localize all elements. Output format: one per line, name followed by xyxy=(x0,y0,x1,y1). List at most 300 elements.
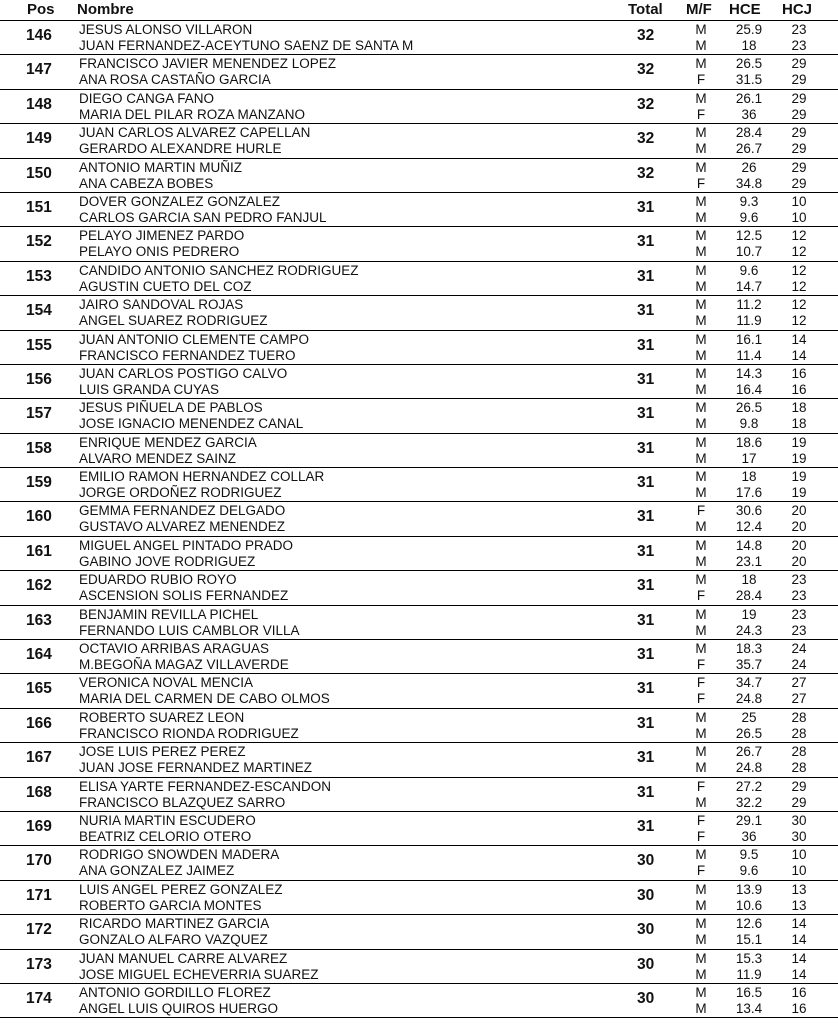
total-score: 31 xyxy=(637,302,655,320)
table-row xyxy=(0,812,838,846)
position-number: 166 xyxy=(26,714,52,732)
hce-value: 15.3 xyxy=(735,950,763,966)
hce-value: 36 xyxy=(741,828,757,844)
player-name: GERARDO ALEXANDRE HURLE xyxy=(79,141,282,157)
total-score: 31 xyxy=(637,405,655,423)
gender: F xyxy=(696,588,706,604)
header-mf: M/F xyxy=(686,1,712,18)
hcj-value: 23 xyxy=(791,38,807,53)
hce-value: 18 xyxy=(741,38,757,53)
hcj-value: 12 xyxy=(791,297,807,313)
hce-value: 36 xyxy=(741,106,757,122)
hce-value: 26.7 xyxy=(735,141,763,157)
total-score: 32 xyxy=(637,61,655,79)
gender: M xyxy=(695,228,707,244)
hce-value: 26.1 xyxy=(735,90,763,106)
gender: M xyxy=(695,897,707,913)
player-name: ALVARO MENDEZ SAINZ xyxy=(79,450,237,466)
gender: M xyxy=(695,966,707,982)
hcj-value: 29 xyxy=(791,90,807,106)
hcj-value: 12 xyxy=(791,278,807,294)
position-number: 167 xyxy=(26,749,52,767)
table-row xyxy=(0,709,838,743)
position-number: 163 xyxy=(26,611,52,629)
total-score: 30 xyxy=(637,989,655,1007)
hcj-value: 29 xyxy=(791,56,807,72)
gender: M xyxy=(695,984,707,1000)
table-row xyxy=(0,881,838,915)
total-score: 31 xyxy=(637,233,655,251)
hcj-value: 20 xyxy=(791,503,807,519)
hcj-value: 30 xyxy=(791,812,807,828)
player-name: LUIS GRANDA CUYAS xyxy=(79,381,220,397)
hcj-value: 12 xyxy=(791,244,807,260)
hcj-value: 14 xyxy=(791,916,807,932)
total-score: 31 xyxy=(637,370,655,388)
player-name: JUAN CARLOS ALVAREZ CAPELLAN xyxy=(79,125,311,141)
position-number: 151 xyxy=(26,198,52,216)
total-score: 31 xyxy=(637,611,655,629)
table-row xyxy=(0,296,838,330)
hcj-value: 16 xyxy=(791,381,807,397)
total-score: 30 xyxy=(637,955,655,973)
hce-value: 23.1 xyxy=(735,553,763,569)
player-name: ASCENSION SOLIS FERNANDEZ xyxy=(79,588,289,604)
player-name: JUAN MANUEL CARRE ALVAREZ xyxy=(79,950,288,966)
position-number: 169 xyxy=(26,817,52,835)
hcj-value: 16 xyxy=(791,984,807,1000)
hce-value: 26.5 xyxy=(735,725,763,741)
hcj-value: 28 xyxy=(791,760,807,776)
hcj-value: 24 xyxy=(791,657,807,673)
total-score: 30 xyxy=(637,852,655,870)
player-name: ANA ROSA CASTAÑO GARCIA xyxy=(79,72,271,88)
player-name: EDUARDO RUBIO ROYO xyxy=(79,572,237,588)
gender: M xyxy=(695,641,707,657)
table-row xyxy=(0,984,838,1018)
table-row xyxy=(0,399,838,433)
table-row xyxy=(0,90,838,124)
total-score: 31 xyxy=(637,680,655,698)
hcj-value: 23 xyxy=(791,588,807,604)
gender: M xyxy=(695,744,707,760)
player-name: FRANCISCO FERNANDEZ TUERO xyxy=(79,347,296,363)
hcj-value: 19 xyxy=(791,450,807,466)
position-number: 170 xyxy=(26,852,52,870)
gender: M xyxy=(695,932,707,948)
gender: M xyxy=(695,709,707,725)
hcj-value: 14 xyxy=(791,950,807,966)
player-name: JUAN CARLOS POSTIGO CALVO xyxy=(79,365,288,381)
total-score: 31 xyxy=(637,542,655,560)
position-number: 146 xyxy=(26,27,52,44)
total-score: 32 xyxy=(637,130,655,148)
hcj-value: 28 xyxy=(791,744,807,760)
hce-value: 26 xyxy=(741,159,757,175)
gender: M xyxy=(695,537,707,553)
table-row xyxy=(0,365,838,399)
gender: M xyxy=(695,159,707,175)
gender: F xyxy=(696,812,706,828)
hce-value: 24.8 xyxy=(735,691,763,707)
hce-value: 25 xyxy=(741,709,757,725)
hce-value: 35.7 xyxy=(735,657,763,673)
total-score: 30 xyxy=(637,921,655,939)
gender: M xyxy=(695,90,707,106)
hce-value: 27.2 xyxy=(735,778,763,794)
hcj-value: 23 xyxy=(791,22,807,37)
gender: F xyxy=(696,691,706,707)
hce-value: 19 xyxy=(741,606,757,622)
hcj-value: 19 xyxy=(791,434,807,450)
hcj-value: 20 xyxy=(791,553,807,569)
gender: M xyxy=(695,916,707,932)
hce-value: 18 xyxy=(741,469,757,485)
position-number: 152 xyxy=(26,233,52,251)
table-header xyxy=(0,0,838,21)
table-row xyxy=(0,468,838,502)
player-name: PELAYO ONIS PEDRERO xyxy=(79,244,240,260)
player-name: GEMMA FERNANDEZ DELGADO xyxy=(79,503,286,519)
table-row xyxy=(0,537,838,571)
gender: M xyxy=(695,416,707,432)
gender: M xyxy=(695,725,707,741)
gender: M xyxy=(695,244,707,260)
hce-value: 28.4 xyxy=(735,125,763,141)
table-row xyxy=(0,331,838,365)
hce-value: 16.5 xyxy=(735,984,763,1000)
table-row xyxy=(0,262,838,296)
hcj-value: 10 xyxy=(791,863,807,879)
header-hcj: HCJ xyxy=(782,1,813,18)
table-row xyxy=(0,674,838,708)
gender: M xyxy=(695,141,707,157)
hce-value: 10.7 xyxy=(735,244,763,260)
table-row xyxy=(0,846,838,880)
hce-value: 24.8 xyxy=(735,760,763,776)
position-number: 155 xyxy=(26,336,52,354)
player-name: JOSE MIGUEL ECHEVERRIA SUAREZ xyxy=(79,966,319,982)
player-name: AGUSTIN CUETO DEL COZ xyxy=(79,278,252,294)
gender: F xyxy=(696,657,706,673)
gender: M xyxy=(695,572,707,588)
total-score: 31 xyxy=(637,714,655,732)
gender: M xyxy=(695,262,707,278)
player-name: PELAYO JIMENEZ PARDO xyxy=(79,228,245,244)
gender: F xyxy=(696,503,706,519)
player-name: MARIA DEL PILAR ROZA MANZANO xyxy=(79,106,306,122)
header-pos: Pos xyxy=(27,1,55,18)
hce-value: 15.1 xyxy=(735,932,763,948)
hcj-value: 19 xyxy=(791,469,807,485)
hcj-value: 27 xyxy=(791,675,807,691)
gender: M xyxy=(695,606,707,622)
gender: M xyxy=(695,347,707,363)
gender: M xyxy=(695,313,707,329)
hcj-value: 16 xyxy=(791,365,807,381)
hce-value: 26.5 xyxy=(735,400,763,416)
gender: M xyxy=(695,278,707,294)
hce-value: 32.2 xyxy=(735,794,763,810)
table-row xyxy=(0,778,838,812)
total-score: 31 xyxy=(637,508,655,526)
table-row xyxy=(0,915,838,949)
total-score: 32 xyxy=(637,164,655,182)
hce-value: 28.4 xyxy=(735,588,763,604)
table-row xyxy=(0,571,838,605)
hce-value: 10.6 xyxy=(735,897,763,913)
hce-value: 26.5 xyxy=(735,56,763,72)
player-name: DOVER GONZALEZ GONZALEZ xyxy=(79,193,281,209)
player-name: ANTONIO GORDILLO FLOREZ xyxy=(79,984,271,1000)
hce-value: 17 xyxy=(741,450,757,466)
hce-value: 25.9 xyxy=(735,22,763,37)
hce-value: 11.9 xyxy=(736,313,762,329)
hce-value: 16.4 xyxy=(735,381,763,397)
player-name: ANGEL SUAREZ RODRIGUEZ xyxy=(79,313,268,329)
position-number: 153 xyxy=(26,267,52,285)
player-name: ROBERTO GARCIA MONTES xyxy=(79,897,262,913)
hcj-value: 18 xyxy=(791,416,807,432)
player-name: GABINO JOVE RODRIGUEZ xyxy=(79,553,256,569)
hce-value: 31.5 xyxy=(735,72,763,88)
player-name: ROBERTO SUAREZ LEON xyxy=(79,709,245,725)
gender: M xyxy=(695,847,707,863)
position-number: 173 xyxy=(26,955,52,973)
gender: M xyxy=(695,434,707,450)
gender: M xyxy=(695,450,707,466)
gender: M xyxy=(695,381,707,397)
total-score: 32 xyxy=(637,95,655,113)
hce-value: 9.6 xyxy=(739,209,759,225)
total-score: 31 xyxy=(637,198,655,216)
player-name: ANA CABEZA BOBES xyxy=(79,175,214,191)
hce-value: 12.4 xyxy=(735,519,763,535)
hcj-value: 24 xyxy=(791,641,807,657)
gender: M xyxy=(695,38,707,53)
hce-value: 9.6 xyxy=(739,863,759,879)
header-hce: HCE xyxy=(729,1,761,18)
table-row xyxy=(0,21,838,55)
hce-value: 9.3 xyxy=(739,193,759,209)
position-number: 161 xyxy=(26,542,52,560)
hcj-value: 12 xyxy=(791,228,807,244)
gender: F xyxy=(696,863,706,879)
gender: M xyxy=(695,193,707,209)
gender: M xyxy=(695,794,707,810)
gender: M xyxy=(695,56,707,72)
hcj-value: 29 xyxy=(791,159,807,175)
hcj-value: 29 xyxy=(791,778,807,794)
position-number: 165 xyxy=(26,680,52,698)
hce-value: 13.9 xyxy=(735,881,763,897)
gender: M xyxy=(695,760,707,776)
total-score: 31 xyxy=(637,749,655,767)
gender: M xyxy=(695,400,707,416)
player-name: EMILIO RAMON HERNANDEZ COLLAR xyxy=(79,469,325,485)
total-score: 31 xyxy=(637,267,655,285)
player-name: FRANCISCO RIONDA RODRIGUEZ xyxy=(79,725,299,741)
table-row xyxy=(0,502,838,536)
player-name: JUAN FERNANDEZ-ACEYTUNO SAENZ DE SANTA M xyxy=(79,38,414,53)
hce-value: 9.6 xyxy=(739,262,759,278)
player-name: OCTAVIO ARRIBAS ARAGUAS xyxy=(79,641,270,657)
player-name: RICARDO MARTINEZ GARCIA xyxy=(79,916,270,932)
gender: M xyxy=(695,881,707,897)
position-number: 171 xyxy=(26,886,52,904)
gender: F xyxy=(696,828,706,844)
hcj-value: 10 xyxy=(791,847,807,863)
total-score: 31 xyxy=(637,577,655,595)
hcj-value: 23 xyxy=(791,622,807,638)
player-name: JESUS ALONSO VILLARON xyxy=(79,22,253,37)
hce-value: 18.6 xyxy=(735,434,763,450)
hce-value: 11.9 xyxy=(736,966,762,982)
gender: M xyxy=(695,553,707,569)
gender: F xyxy=(696,675,706,691)
table-body xyxy=(0,21,838,1018)
player-name: MARIA DEL CARMEN DE CABO OLMOS xyxy=(79,691,330,707)
player-name: ANA GONZALEZ JAIMEZ xyxy=(79,863,235,879)
player-name: CARLOS GARCIA SAN PEDRO FANJUL xyxy=(79,209,327,225)
position-number: 174 xyxy=(26,989,52,1007)
hcj-value: 27 xyxy=(791,691,807,707)
position-number: 157 xyxy=(26,405,52,423)
gender: F xyxy=(696,175,706,191)
total-score: 32 xyxy=(637,27,655,44)
player-name: ANGEL LUIS QUIROS HUERGO xyxy=(79,1000,279,1016)
hcj-value: 28 xyxy=(791,709,807,725)
gender: M xyxy=(695,209,707,225)
gender: M xyxy=(695,622,707,638)
table-row xyxy=(0,434,838,468)
player-name: GUSTAVO ALVAREZ MENENDEZ xyxy=(79,519,286,535)
hcj-value: 29 xyxy=(791,175,807,191)
player-name: BEATRIZ CELORIO OTERO xyxy=(79,828,252,844)
hce-value: 9.8 xyxy=(739,416,759,432)
player-name: ENRIQUE MENDEZ GARCIA xyxy=(79,434,257,450)
hcj-value: 29 xyxy=(791,141,807,157)
player-name: FRANCISCO JAVIER MENENDEZ LOPEZ xyxy=(79,56,337,72)
player-name: M.BEGOÑA MAGAZ VILLAVERDE xyxy=(79,657,289,673)
player-name: JUAN JOSE FERNANDEZ MARTINEZ xyxy=(79,760,313,776)
header-total: Total xyxy=(628,1,663,18)
player-name: JOSE LUIS PEREZ PEREZ xyxy=(79,744,246,760)
gender: M xyxy=(695,22,707,37)
hcj-value: 14 xyxy=(791,966,807,982)
hcj-value: 29 xyxy=(791,72,807,88)
gender: M xyxy=(695,331,707,347)
hcj-value: 20 xyxy=(791,537,807,553)
gender: M xyxy=(695,519,707,535)
gender: M xyxy=(695,1000,707,1016)
hcj-value: 12 xyxy=(791,262,807,278)
hce-value: 29.1 xyxy=(735,812,763,828)
table-row xyxy=(0,159,838,193)
hcj-value: 14 xyxy=(791,347,807,363)
hce-value: 12.6 xyxy=(735,916,763,932)
hce-value: 9.5 xyxy=(739,847,759,863)
hcj-value: 29 xyxy=(791,106,807,122)
player-name: RODRIGO SNOWDEN MADERA xyxy=(79,847,280,863)
position-number: 160 xyxy=(26,508,52,526)
total-score: 31 xyxy=(637,783,655,801)
hcj-value: 13 xyxy=(791,881,807,897)
total-score: 31 xyxy=(637,439,655,457)
hce-value: 26.7 xyxy=(735,744,763,760)
player-name: JUAN ANTONIO CLEMENTE CAMPO xyxy=(79,331,310,347)
player-name: JAIRO SANDOVAL ROJAS xyxy=(79,297,244,313)
player-name: NURIA MARTIN ESCUDERO xyxy=(79,812,256,828)
gender: M xyxy=(695,365,707,381)
hce-value: 13.4 xyxy=(735,1000,763,1016)
hcj-value: 20 xyxy=(791,519,807,535)
hcj-value: 29 xyxy=(791,125,807,141)
player-name: JORGE ORDOÑEZ RODRIGUEZ xyxy=(79,485,282,501)
position-number: 162 xyxy=(26,577,52,595)
position-number: 156 xyxy=(26,370,52,388)
position-number: 172 xyxy=(26,921,52,939)
hcj-value: 28 xyxy=(791,725,807,741)
table-row xyxy=(0,606,838,640)
gender: M xyxy=(695,297,707,313)
total-score: 31 xyxy=(637,817,655,835)
table-row xyxy=(0,227,838,261)
table-row xyxy=(0,193,838,227)
hce-value: 12.5 xyxy=(735,228,763,244)
hcj-value: 16 xyxy=(791,1000,807,1016)
hce-value: 17.6 xyxy=(735,485,763,501)
player-name: BENJAMIN REVILLA PICHEL xyxy=(79,606,259,622)
hce-value: 16.1 xyxy=(735,331,763,347)
gender: M xyxy=(695,950,707,966)
player-name: JESUS PIÑUELA DE PABLOS xyxy=(79,400,263,416)
position-number: 154 xyxy=(26,302,52,320)
hcj-value: 23 xyxy=(791,606,807,622)
hcj-value: 10 xyxy=(791,193,807,209)
player-name: FRANCISCO BLAZQUEZ SARRO xyxy=(79,794,286,810)
hcj-value: 23 xyxy=(791,572,807,588)
hcj-value: 12 xyxy=(791,313,807,329)
table-row xyxy=(0,950,838,984)
player-name: LUIS ANGEL PEREZ GONZALEZ xyxy=(79,881,283,897)
hcj-value: 10 xyxy=(791,209,807,225)
position-number: 149 xyxy=(26,130,52,148)
total-score: 31 xyxy=(637,646,655,664)
hce-value: 34.8 xyxy=(735,175,763,191)
total-score: 30 xyxy=(637,886,655,904)
gender: M xyxy=(695,485,707,501)
hce-value: 11.4 xyxy=(736,347,762,363)
total-score: 31 xyxy=(637,474,655,492)
header-nombre: Nombre xyxy=(77,1,134,18)
player-name: VERONICA NOVAL MENCIA xyxy=(79,675,254,691)
hce-value: 24.3 xyxy=(735,622,763,638)
gender: M xyxy=(695,125,707,141)
hce-value: 14.7 xyxy=(735,278,763,294)
position-number: 159 xyxy=(26,474,52,492)
player-name: GONZALO ALFARO VAZQUEZ xyxy=(79,932,268,948)
hce-value: 14.3 xyxy=(735,365,763,381)
player-name: MIGUEL ANGEL PINTADO PRADO xyxy=(79,537,294,553)
player-name: FERNANDO LUIS CAMBLOR VILLA xyxy=(79,622,300,638)
position-number: 168 xyxy=(26,783,52,801)
gender: F xyxy=(696,106,706,122)
player-name: ANTONIO MARTIN MUÑIZ xyxy=(79,159,243,175)
hce-value: 18 xyxy=(741,572,757,588)
gender: M xyxy=(695,469,707,485)
player-name: CANDIDO ANTONIO SANCHEZ RODRIGUEZ xyxy=(79,262,359,278)
